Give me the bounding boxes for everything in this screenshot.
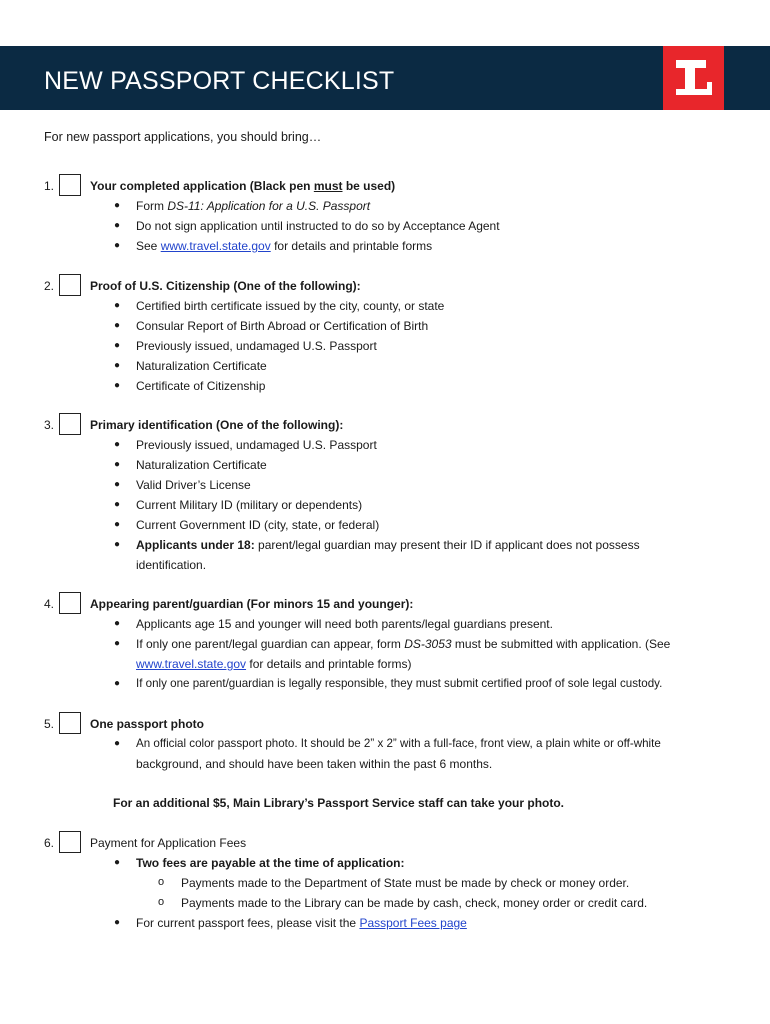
section-number: 4. xyxy=(44,597,55,611)
checkbox-identification[interactable] xyxy=(59,413,81,435)
library-logo xyxy=(663,46,724,110)
passport-fees-link[interactable]: Passport Fees page xyxy=(359,916,467,930)
list-item: Two fees are payable at the time of application: xyxy=(136,856,405,870)
section-heading-citizenship: Proof of U.S. Citizenship (One of the following): xyxy=(90,279,361,293)
bullet-icon: ● xyxy=(114,320,121,331)
list-item: Previously issued, undamaged U.S. Passport xyxy=(136,339,377,353)
list-item: Consular Report of Birth Abroad or Certification of Birth xyxy=(136,319,429,333)
section-number: 6. xyxy=(44,836,55,850)
bullet-icon: ● xyxy=(114,519,121,530)
section-number: 2. xyxy=(44,279,55,293)
checkbox-citizenship[interactable] xyxy=(59,274,81,296)
list-item: Applicants age 15 and younger will need both parents/legal guardians present. xyxy=(136,617,553,631)
list-item: Applicants under 18: parent/legal guardian may present their ID if applicant does not possess xyxy=(136,538,640,552)
intro-text: For new passport applications, you should bring… xyxy=(44,130,322,144)
section-heading-photo: One passport photo xyxy=(90,717,204,731)
page-header xyxy=(0,46,770,110)
travel-state-link[interactable]: www.travel.state.gov xyxy=(160,239,271,253)
list-item: If only one parent/guardian is legally responsible, they must submit certified proof of sole legal custody. xyxy=(136,677,663,690)
bullet-icon: ● xyxy=(114,240,121,251)
sub-list-item: Payments made to the Library can be made by cash, check, money order or credit card. xyxy=(181,896,648,910)
bullet-icon: ● xyxy=(114,220,121,231)
list-item: Current Government ID (city, state, or federal) xyxy=(136,518,380,532)
bullet-icon: ● xyxy=(114,857,121,868)
sub-bullet-icon: o xyxy=(158,896,165,908)
list-item: An official color passport photo. It should be 2” x 2” with a full-face, front view, a plain white or off-white xyxy=(136,737,661,750)
bullet-icon: ● xyxy=(114,539,121,550)
list-item: Naturalization Certificate xyxy=(136,359,267,373)
section-heading-payment: Payment for Application Fees xyxy=(90,836,247,850)
travel-state-link[interactable]: www.travel.state.gov xyxy=(136,657,247,671)
section-number: 5. xyxy=(44,717,55,731)
list-item: See www.travel.state.gov for details and printable forms xyxy=(136,239,433,253)
list-item: Form DS-11: Application for a U.S. Passport xyxy=(136,199,371,213)
bullet-icon: ● xyxy=(114,678,121,689)
list-item: If only one parent/legal guardian can appear, form DS-3053 must be submitted with application. (See xyxy=(136,637,671,651)
list-item: Certificate of Citizenship xyxy=(136,379,266,393)
section-number: 1. xyxy=(44,179,55,193)
checkbox-application[interactable] xyxy=(59,174,81,196)
checkbox-payment[interactable] xyxy=(59,831,81,853)
list-item-continued: background, and should have been taken within the past 6 months. xyxy=(136,757,493,771)
section-heading-application: Your completed application (Black pen must be used) xyxy=(90,179,396,193)
list-item: Valid Driver’s License xyxy=(136,478,251,492)
page-title: NEW PASSPORT CHECKLIST xyxy=(44,67,395,95)
checkbox-photo[interactable] xyxy=(59,712,81,734)
bullet-icon: ● xyxy=(114,618,121,629)
bullet-icon: ● xyxy=(114,300,121,311)
bullet-icon: ● xyxy=(114,200,121,211)
section-heading-identification: Primary identification (One of the following): xyxy=(90,418,344,432)
bullet-icon: ● xyxy=(114,340,121,351)
bullet-icon: ● xyxy=(114,499,121,510)
list-item: Previously issued, undamaged U.S. Passport xyxy=(136,438,377,452)
list-item-continued: www.travel.state.gov for details and printable forms) xyxy=(136,657,412,671)
bullet-icon: ● xyxy=(114,638,121,649)
sub-bullet-icon: o xyxy=(158,876,165,888)
bullet-icon: ● xyxy=(114,738,121,749)
section-number: 3. xyxy=(44,418,55,432)
bullet-icon: ● xyxy=(114,479,121,490)
bullet-icon: ● xyxy=(114,459,121,470)
checkbox-parent-guardian[interactable] xyxy=(59,592,81,614)
list-item: Current Military ID (military or dependents) xyxy=(136,498,363,512)
bullet-icon: ● xyxy=(114,917,121,928)
list-item: Naturalization Certificate xyxy=(136,458,267,472)
list-item-continued: identification. xyxy=(136,558,207,572)
sub-list-item: Payments made to the Department of State must be made by check or money order. xyxy=(181,876,630,890)
bullet-icon: ● xyxy=(114,380,121,391)
section-heading-parent-guardian: Appearing parent/guardian (For minors 15 and younger): xyxy=(90,597,414,611)
bullet-icon: ● xyxy=(114,439,121,450)
list-item: Do not sign application until instructed to do so by Acceptance Agent xyxy=(136,219,500,233)
list-item: Certified birth certificate issued by the city, county, or state xyxy=(136,299,445,313)
photo-service-note: For an additional $5, Main Library’s Passport Service staff can take your photo. xyxy=(113,796,565,810)
bullet-icon: ● xyxy=(114,360,121,371)
list-item: For current passport fees, please visit the Passport Fees page xyxy=(136,916,467,930)
